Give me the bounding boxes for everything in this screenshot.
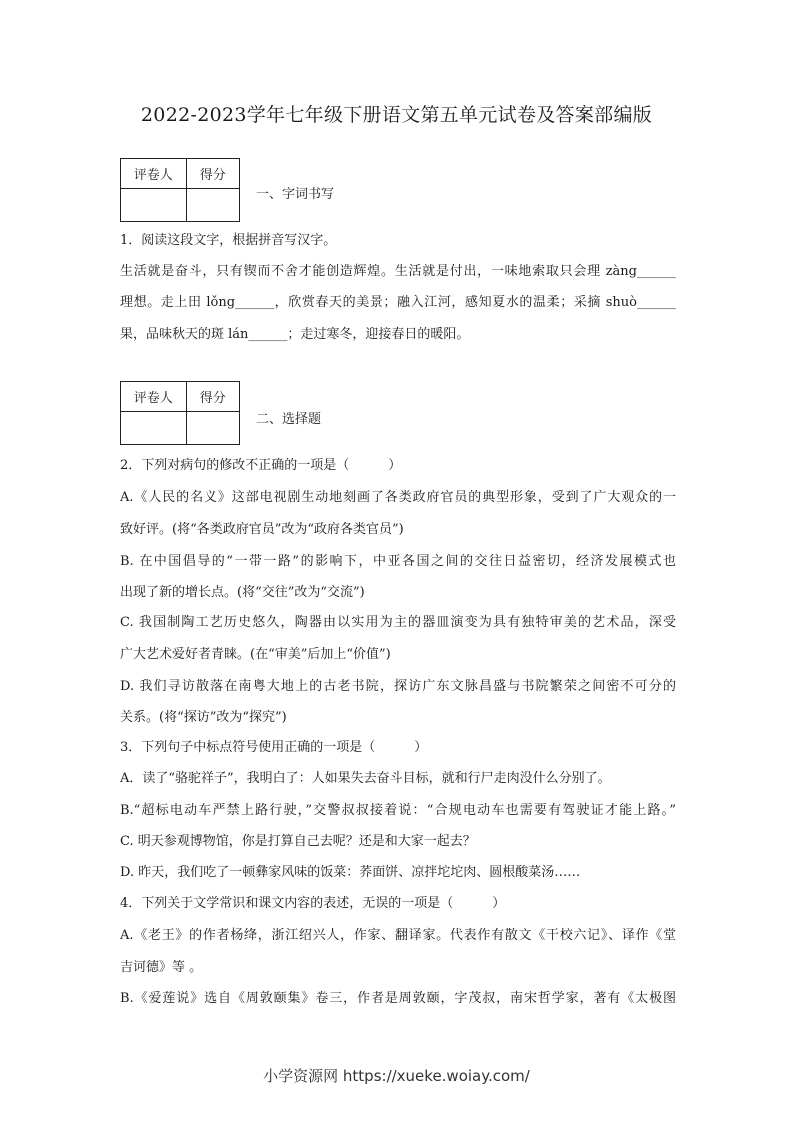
option-line: A.《老王》的作者杨绛，浙江绍兴人，作家、翻译家。代表作有散文《干校六记》、译作《堂 [120,928,676,943]
question-line: 3．下列句子中标点符号使用正确的一项是（ ） [120,740,428,755]
option-line: B.“超标电动车严禁上路行驶，”交警叔叔接着说：“合规电动车也需要有驾驶证才能上路。” [120,803,676,818]
option-line: D. 我们寻访散落在南粤大地上的古老书院，探访广东文脉昌盛与书院繁荣之间密不可分的 [120,679,676,694]
footer-watermark: 小学资源网 https://xueke.woiay.com/ [263,1067,530,1085]
question-line: 果，品味秋天的斑 lán______；走过寒冬，迎接春日的暖阳。 [120,327,470,342]
option-line: B. 在中国倡导的“一带一路”的影响下，中亚各国之间的交往日益密切，经济发展模式也 [120,554,676,569]
score-cell [186,412,239,445]
reviewer-cell [121,412,187,445]
reviewer-header: 评卷人 [121,159,187,189]
question-line: 理想。走上田 lǒng______，欣赏春天的美景；融入江河，感知夏水的温柔；采摘 shuò______ [120,295,676,310]
question-line: 1．阅读这段文字，根据拼音写汉字。 [120,233,337,248]
score-header: 得分 [186,382,239,412]
option-line: C. 我国制陶工艺历史悠久，陶器由以实用为主的器皿演变为具有独特审美的艺术品，深受 [120,615,676,630]
section-heading: 二、选择题 [256,412,322,427]
question-line: 生活就是奋斗，只有锲而不舍才能创造辉煌。生活就是付出，一味地索取只会理 zàng______ [120,264,676,279]
score-table [120,381,240,445]
option-line: B.《爱莲说》选自《周敦颐集》卷三，作者是周敦颐，字茂叔，南宋哲学家，著有《太极图 [120,991,676,1006]
option-line: A．读了“骆驼祥子”，我明白了：人如果失去奋斗目标，就和行尸走肉没什么分别了。 [120,771,611,786]
reviewer-header: 评卷人 [121,382,187,412]
score-cell [186,189,239,222]
question-line: 4．下列关于文学常识和课文内容的表述，无误的一项是（ ） [120,896,506,911]
question-line: 2．下列对病句的修改不正确的一项是（ ） [120,458,402,473]
page-title: 2022-2023学年七年级下册语文第五单元试卷及答案部编版 [140,104,653,126]
option-line: 关系。(将“探访”改为“探究”) [120,710,287,725]
section-heading: 一、字词书写 [256,187,335,202]
option-line: D. 昨天，我们吃了一顿彝家风味的饭菜：荞面饼、凉拌坨坨肉、圆根酸菜汤…… [120,865,581,880]
option-line: 致好评。(将“各类政府官员”改为“政府各类官员”) [120,522,404,537]
option-line: 吉诃德》等 。 [120,960,203,975]
option-line: 出现了新的增长点。(将“交往”改为“交流”) [120,585,365,600]
score-header: 得分 [186,159,239,189]
option-line: A.《人民的名义》这部电视剧生动地刻画了各类政府官员的典型形象，受到了广大观众的一 [120,490,676,505]
option-line: 广大艺术爱好者青睐。(在“审美”后加上“价值”) [120,647,391,662]
option-line: C. 明天参观博物馆，你是打算自己去呢？还是和大家一起去？ [120,834,476,849]
score-table [120,158,240,222]
reviewer-cell [121,189,187,222]
